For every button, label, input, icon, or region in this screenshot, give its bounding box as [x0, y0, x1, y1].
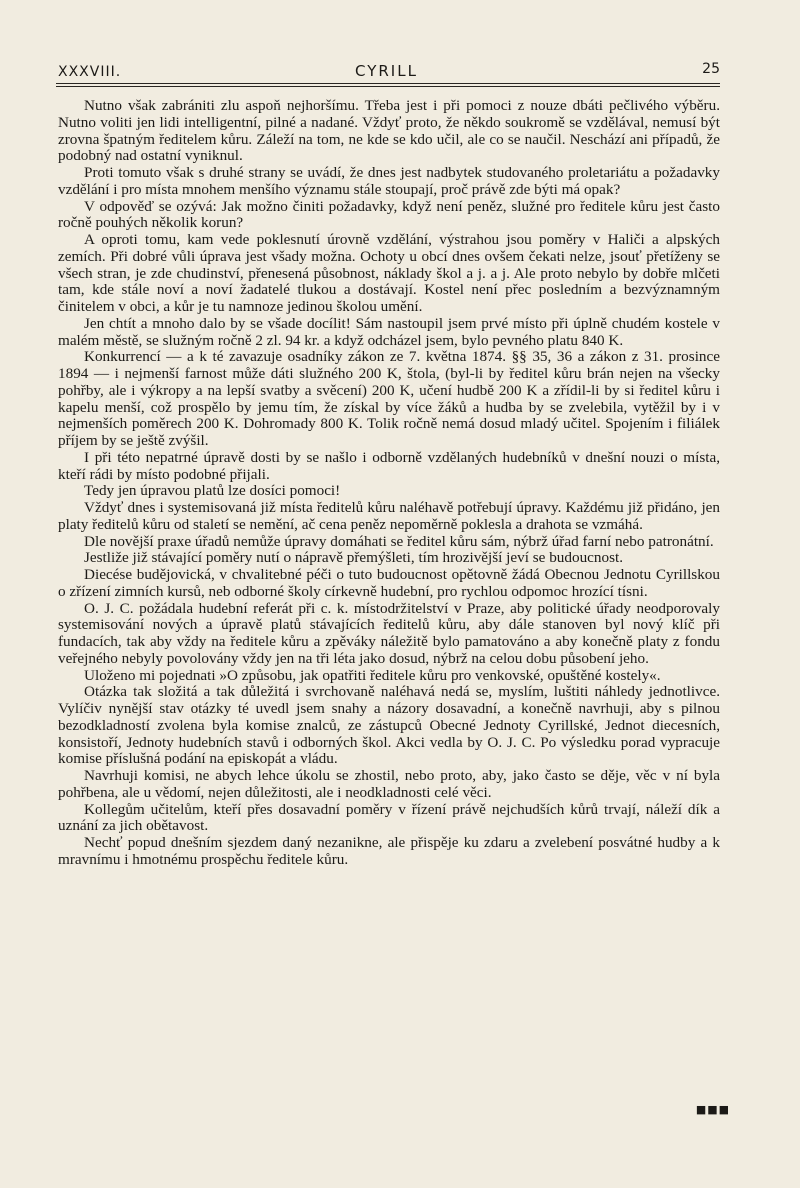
- page-number: 25: [702, 61, 720, 77]
- header-rule: [56, 83, 720, 84]
- journal-title: CYRILL: [355, 62, 418, 80]
- paragraph: A oproti tomu, kam vede poklesnutí úrovně vzdělání, výstrahou jsou poměry v Haliči a alpských zemích. Při dobré vůli úprava jest všady možna. Ochoty u obcí dnes ovšem čekati nelze, jsouť přetíženy se všech stran, je zde chudinství, přenesená působnost, náklady škol a j. a j. Ale proto nebylo by dobře mlčeti tam, kde stále noví a noví žadatelé tlukou a dostávají. Kostel není přec posledním a bezvýznamným činitelem v obci, a kůr je tu namnoze jedinou školou umění.: [58, 231, 720, 315]
- paragraph: Konkurrencí — a k té zavazuje osadníky zákon ze 7. května 1874. §§ 35, 36 a zákon z 31. prosince 1894 — i nejmenší farnost může dáti služného 200 K, štola, (byl-li by ředitel kůru brán nejen na všecky pohřby, ale i výkropy a na lepší svatby a svěcení) 200 K, učení hudbě 200 K a zřídil-li by si ředitel kůru i kapelu menší, což prospělo by jemu tím, že získal by více žáků a hudba by se zvelebila, vytěžil by i v nejmenších poměrech 200 K. Dohromady 800 K. Tolik ročně nemá dosud mladý učitel. Spojením i filiálek příjem by se ještě zvýšil.: [58, 348, 720, 449]
- end-of-article-mark: ■■■: [695, 1103, 730, 1116]
- paragraph: Navrhuji komisi, ne abych lehce úkolu se zhostil, nebo proto, aby, jako často se děje, věc v ní byla pohřbena, ale u vědomí, nejen důležitosti, ale i neodkladnosti celé věci.: [58, 767, 720, 801]
- paragraph: Jestliže již stávající poměry nutí o nápravě přemýšleti, tím hrozivější jeví se budoucnost.: [84, 549, 624, 567]
- paragraph: Nutno však zabrániti zlu aspoň nejhoršímu. Třeba jest i při pomoci z nouze dbáti pečlivého výběru. Nutno voliti jen lidi intelligentní, pilné a nadané. Vždyť proto, že někdo soukromě se vzdělával, nemusí být zrovna špatným ředitelem kůru. Záleží na tom, ne kde se kdo učil, ale co se naučil. Neschází ani případů, že podobný nad ostatní vyniknul.: [58, 97, 720, 165]
- paragraph: V odpověď se ozývá: Jak možno činiti požadavky, když není peněz, služné pro ředitele kůru jest často ročně pouhých několik korun?: [58, 197, 720, 232]
- paragraph: I při této nepatrné úpravě dosti by se našlo i odborně vzdělaných hudebníků v dnešní nouzi o místa, kteří rádi by místo podobné přijali.: [58, 448, 720, 483]
- paragraph: Vždyť dnes i systemisovaná již místa ředitelů kůru naléhavě potřebují úpravy. Každému již přidáno, jen platy ředitelů kůru od staletí se nemění, ač cena peněz nepoměrně poklesla a drahota se vzmáhá.: [58, 499, 720, 533]
- paragraph: Tedy jen úpravou platů lze dosíci pomoci!: [84, 482, 341, 500]
- paragraph: Kollegům učitelům, kteří přes dosavadní poměry v řízení právě nejchudších kůrů trvají, náleží dík a uznání za jich obětavost.: [58, 800, 720, 835]
- paragraph: Proti tomuto však s druhé strany se uvádí, že dnes jest nadbytek studovaného proletariátu a požadavky vzdělání i pro místa mnohem menšího významu stále stoupají, proč právě zde býti má opak?: [58, 164, 720, 198]
- volume-number: XXXVIII.: [58, 64, 122, 80]
- running-header: [58, 62, 720, 84]
- paragraph: O. J. C. požádala hudební referát při c. k. místodržitelství v Praze, aby politické úřady neodporovaly systemisování nových a úpravě platů stávajících ředitelů kůru, aby dále stanoven byl nový klíč při fundacích, tak aby vždy na ředitele kůru a zpěváky náležitě bylo pamatováno a aby konečně platy z fondu veřejného nebyly povolovány vždy jen na tři léta jako dosud, nýbrž na celou dobu působení jeho.: [58, 599, 720, 667]
- header-rule-secondary: [56, 86, 720, 87]
- paragraph: Otázka tak složitá a tak důležitá i svrchovaně naléhavá nedá se, myslím, luštiti náhledy jednotlivce. Vylíčiv nynější stav otázky té uvedl jsem snahy a názory dosavadní, a konečně navrhuji, aby s pilnou bezodkladností zvolena byla komise znalců, ze zástupců Obecné Jednoty Cyrillské, Jednot diecesních, konsistoří, Jednoty hudebních stavů i odborných škol. Akci vedla by O. J. C. Po výsledku porad vypracuje komise příslušná podání na episkopát a vládu.: [58, 683, 720, 768]
- paragraph: Nechť popud dnešním sjezdem daný nezanikne, ale přispěje ku zdaru a zvelebení posvátné hudby a k mravnímu i hmotnému prospěchu ředitele kůru.: [58, 834, 720, 868]
- article-body: [58, 98, 720, 869]
- paragraph: Dle novější praxe úřadů nemůže úpravy domáhati se ředitel kůru sám, nýbrž úřad farní nebo patronátní.: [84, 532, 714, 550]
- paragraph: Jen chtít a mnoho dalo by se všade docílit! Sám nastoupil jsem prvé místo při úplně chudém kostele v malém městě, se služným ročně 2 zl. 94 kr. a když odcházel jsem, bylo pevného platu 840 K.: [58, 314, 720, 349]
- paragraph: Uloženo mi pojednati »O způsobu, jak opatřiti ředitele kůru pro venkovské, opuštěné kostely«.: [84, 666, 661, 684]
- paragraph: Diecése budějovická, v chvalitebné péči o tuto budoucnost opětovně žádá Obecnou Jednotu Cyrillskou o zřízení zimních kursů, neb odborné školy církevně hudební, pro rychlou odpomoc hrozící tísni.: [58, 566, 720, 600]
